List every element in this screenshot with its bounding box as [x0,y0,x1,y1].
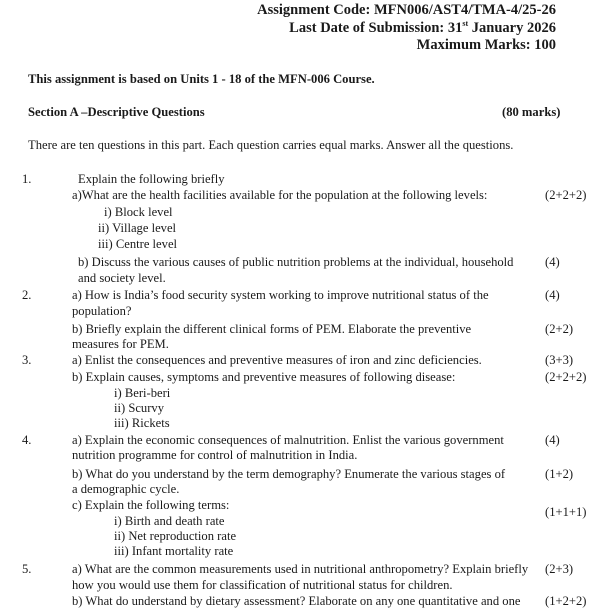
question-marks: (2+2+2) [545,370,587,384]
question-marks: (4) [545,288,560,302]
question-part: b) What do understand by dietary assessment? Elaborate on any one quantitative and one [72,594,521,608]
question-marks: (1+2+2) [545,594,587,608]
question-marks: (3+3) [545,353,574,367]
question-number: 1. [22,172,32,186]
question-marks: (2+3) [545,562,574,576]
question-number: 2. [22,288,32,302]
question-marks: (4) [545,255,560,269]
question-marks: (2+2+2) [545,188,587,202]
question-part: b) What do you understand by the term demography? Enumerate the various stages of [72,467,506,481]
question-part: a) What are the common measurements used in nutritional anthropometry? Explain briefly [72,562,529,576]
sub-item: ii) Village level [98,221,177,235]
question-part-cont: nutrition programme for control of malnutrition in India. [72,448,358,462]
sub-item: ii) Net reproduction rate [114,529,237,543]
section-title: Section A –Descriptive Questions [28,105,205,119]
intro-text: This assignment is based on Units 1 - 18 of the MFN-006 Course. [28,72,375,86]
question-part: b) Discuss the various causes of public nutrition problems at the individual, household [78,255,514,269]
submission-date-prefix: Last Date of Submission: 31 [289,19,463,36]
question-part-cont: population? [72,304,132,318]
question-marks: (1+2) [545,467,574,481]
sub-item: iii) Rickets [114,416,170,430]
question-part: a) Explain the economic consequences of malnutrition. Enlist the various government [72,433,504,447]
question-part: b) Briefly explain the different clinical forms of PEM. Elaborate the preventive [72,322,472,336]
assignment-code: Assignment Code: MFN006/AST4/TMA-4/25-26 [257,2,556,18]
question-heading: Explain the following briefly [78,172,225,186]
question-marks: (1+1+1) [545,505,587,519]
question-number: 3. [22,353,32,367]
submission-date-sup: st [462,19,469,28]
section-marks: (80 marks) [502,105,561,119]
question-part: a) Enlist the consequences and preventive measures of iron and zinc deficiencies. [72,353,482,367]
sub-item: iii) Infant mortality rate [114,544,234,558]
sub-item: i) Birth and death rate [114,514,225,528]
submission-date-suffix: January 2026 [468,19,556,36]
maximum-marks: Maximum Marks: 100 [416,37,556,53]
submission-date [289,19,556,37]
sub-item: ii) Scurvy [114,401,165,415]
sub-item: i) Block level [104,205,173,219]
question-marks: (4) [545,433,560,447]
question-number: 5. [22,562,32,576]
section-instructions: There are ten questions in this part. Each question carries equal marks. Answer all the questions. [28,138,514,152]
question-part: a) How is India’s food security system working to improve nutritional status of the [72,288,489,302]
question-part-cont: and society level. [78,271,166,285]
sub-item: i) Beri-beri [114,386,171,400]
question-part: c) Explain the following terms: [72,498,230,512]
question-part-cont: measures for PEM. [72,337,169,351]
question-part: a)What are the health facilities available for the population at the following levels: [72,188,488,202]
question-number: 4. [22,433,32,447]
question-marks: (2+2) [545,322,574,336]
question-part: b) Explain causes, symptoms and preventive measures of following disease: [72,370,456,384]
sub-item: iii) Centre level [98,237,178,251]
question-part-cont: a demographic cycle. [72,482,180,496]
question-part-cont: how you would use them for classification of nutritional status for children. [72,578,453,592]
